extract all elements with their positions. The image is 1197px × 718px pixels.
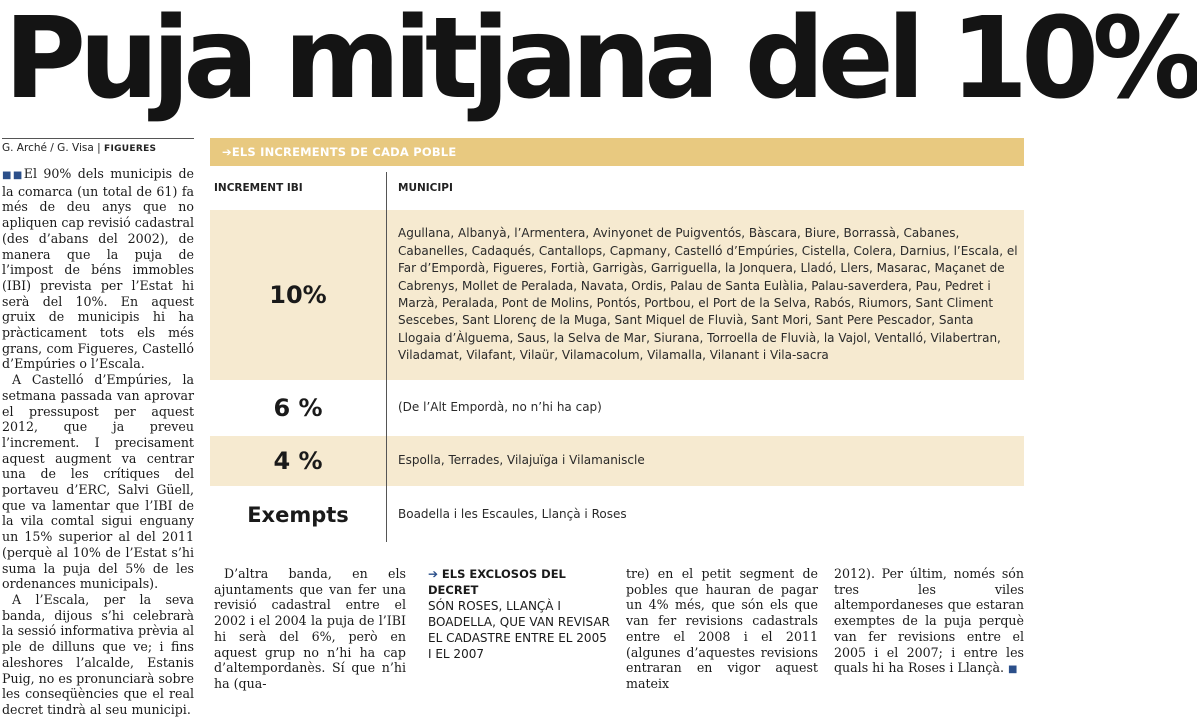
paragraph: D’altra banda, en els ajuntaments que van fer una revisió cadastral entre el 2002 i el 2004 la puja de l’IBI hi serà del 6%, però en aquest grup no n’hi ha cap d’altempordanès. Sí que n’hi ha (qua- (214, 566, 406, 691)
lead-marker-icon: ■■ (2, 170, 24, 181)
table-row (210, 210, 1024, 380)
article-column-1 (2, 166, 194, 718)
table-row (210, 436, 1024, 486)
municipi-list: Agullana, Albanyà, l’Armentera, Avinyonet de Puigventós, Bàscara, Biure, Borrassà, Cabanes, Cabanelles, Cadaqués, Cantallops, Capmany, Castelló d’Empúries, Cistella, Colera, Darnius, l’Escala, el Far d’Empordà, Figueres, Fortià, Garrigàs, Garriguella, la Jonquera, Lladó, Llers, Masarac, Maçanet de Cabrenys, Mollet de Peralada, Navata, Ordis, Palau de Santa Eulàlia, Palau-saverdera, Pau, Pedret i Marzà, Peralada, Pont de Molins, Pontós, Portbou, el Port de la Selva, Rabós, Riumors, Sant Climent Sescebes, Sant Llorenç de la Muga, Sant Miquel de Fluvià, Sant Mori, Sant Pere Pescador, Santa Llogaia d’Àlguema, Saus, la Selva de Mar, Siurana, Torroella de Fluvià, la Vajol, Ventalló, Vilabertran, Viladamat, Vilafant, Vilaür, Vilamacolum, Vilamalla, Vilanant i Vila-sacra (398, 226, 1018, 363)
municipi-list: (De l’Alt Empordà, no n’hi ha cap) (398, 400, 602, 415)
municipi-list: Boadella i les Escaules, Llançà i Roses (398, 507, 627, 522)
column-header-municipi: MUNICIPI (398, 168, 1024, 208)
subhead-text: SÓN ROSES, LLANÇÀ I BOADELLA, QUE VAN REVISAR EL CADASTRE ENTRE EL 2005 I EL 2007 (428, 599, 610, 661)
article-column-4 (626, 566, 818, 692)
headline: Puja mitjana del 10% (4, 0, 1197, 124)
column-divider (386, 172, 387, 542)
table-row (210, 382, 1024, 434)
subhead-lead: ELS EXCLOSOS DEL DECRET (428, 567, 566, 597)
table-row (210, 488, 1024, 542)
byline (2, 138, 194, 154)
municipi-list: Espolla, Terrades, Vilajuïga i Vilamaniscle (398, 453, 645, 468)
paragraph: ■■El 90% dels municipis de la comarca (un total de 61) fa més de deu anys que no apliquen cap revisió cadastral (des d’abans del 2002), de manera que la puja de l’impost de béns immobles (IBI) prevista per l’Estat hi serà del 10%. En aquest gruix de municipis hi ha pràcticament tots els més grans, com Figueres, Castelló d’Empúries o l’Escala. (2, 166, 194, 372)
byline-authors: G. Arché / G. Visa | (2, 142, 101, 154)
increment-value: 6 % (273, 394, 323, 422)
arrow-icon: ➔ (428, 567, 439, 581)
paragraph: 2012). Per últim, només són tres les viles altempordaneses que estaran exemptes de la puja perquè van fer revisions entre el 2005 i el 2007; i entre les quals hi ha Roses i Llançà. ■ (834, 566, 1024, 676)
paragraph: A l’Escala, per la seva banda, dijous s’hi celebrarà la sessió informativa prèvia al ple de dilluns que ve; i fins aleshores l’alcalde, Estanis Puig, no es pronunciarà sobre les conseqüències que el real decret tindrà al seu municipi. (2, 591, 194, 717)
paragraph: tre) en el petit segment de pobles que hauran de pagar un 4% més, que són els que van fer revisions cadastrals entre el 2008 i el 2011 (algunes d’aquestes revisions entraran en vigor aquest mateix (626, 566, 818, 691)
increment-value: Exempts (247, 503, 349, 527)
increments-table (210, 138, 1024, 550)
byline-place: FIGUERES (104, 144, 157, 154)
article-column-2 (214, 566, 406, 692)
increment-value: 4 % (273, 447, 323, 475)
end-marker-icon: ■ (1008, 664, 1017, 676)
subhead-box (428, 566, 614, 662)
increment-value: 10% (269, 281, 327, 309)
arrow-icon: ➔ (222, 145, 232, 159)
paragraph: A Castelló d’Empúries, la setmana passada van aprovar el pressupost per aquest 2012, que ja preveu l’increment. I precisament aquest augment va centrar una de les crítiques del portaveu d’ERC, Salvi Güell, que va lamentar que l’IBI de la vila comtal sigui enguany un 15% superior al del 2011 (perquè al 10% de l’Estat s’hi suma la puja del 5% de les ordenances municipals). (2, 372, 194, 592)
article-column-5 (834, 566, 1024, 678)
column-header-increment: INCREMENT IBI (210, 168, 390, 208)
table-title: ➔ELS INCREMENTS DE CADA POBLE (210, 138, 1024, 166)
